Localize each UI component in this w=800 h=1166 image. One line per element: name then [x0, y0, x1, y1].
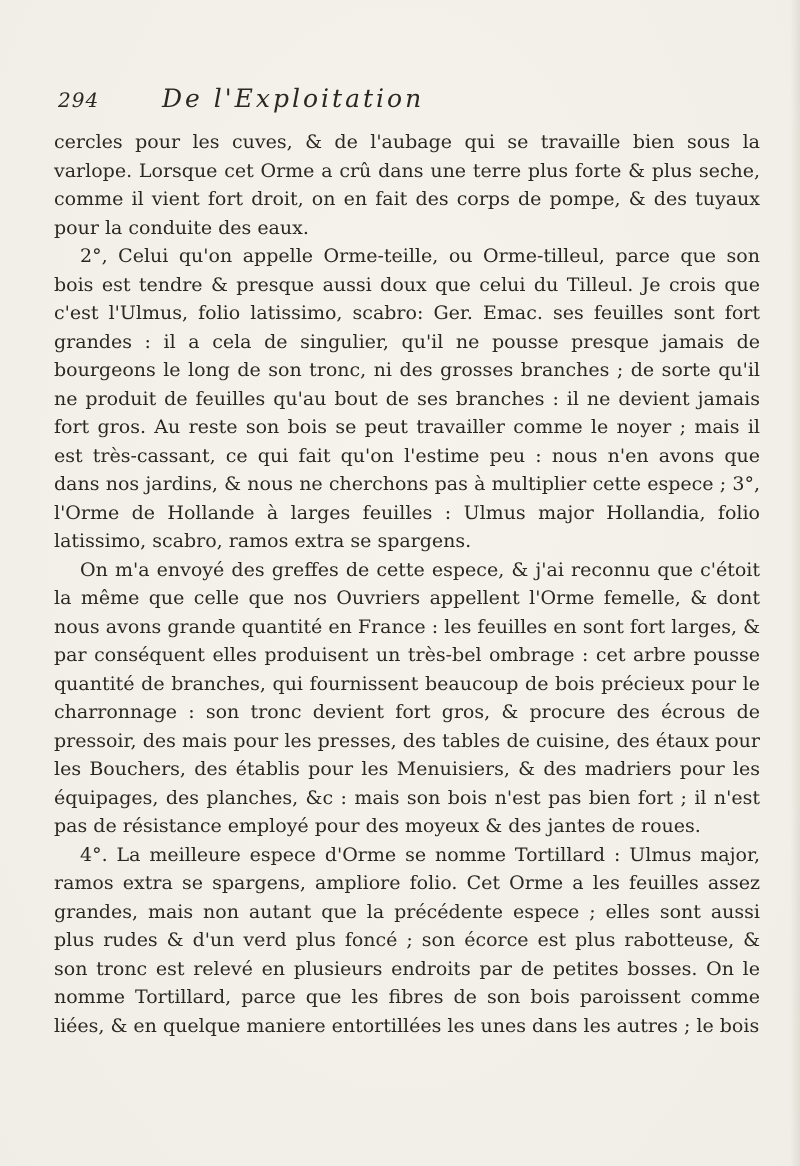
page-number: 294	[58, 88, 100, 112]
paragraph-orme-teille: 2°, Celui qu'on appelle Orme-teille, ou Orme-tilleul, parce que son bois est tendre & presque aussi doux que celui du Tilleul. Je crois que c'est l'Ulmus, folio latissimo, scabro: Ger. Emac. ses feuilles sont fort grandes : il a cela de singulier, qu'il ne pousse presque jamais de bourgeons le long de son tronc, ni des grosses branches ; de sorte qu'il ne produit de feuilles qu'au bout de ses branches : il ne devient jamais fort gros. Au reste son bois se peut travailler comme le noyer ; mais il est très-cassant, ce qui fait qu'on l'estime peu : nous n'en avons que dans nos jardins, & nous ne cherchons pas à multiplier cette espece ; 3°, l'Orme de Hollande à larges feuilles : Ulmus major Hollandia, folio latissimo, scabro, ramos extra se spargens.	[54, 245, 760, 552]
page-edge-shadow	[790, 0, 800, 1166]
paragraph-tortillard: 4°. La meilleure espece d'Orme se nomme Tortillard : Ulmus major, ramos extra se spargens, ampliore folio. Cet Orme a les feuilles assez grandes, mais non autant que la précédente espece ; elles sont aussi plus rudes & d'un verd plus foncé ; son écorce est plus rabotteuse, & son tronc est relevé en plusieurs endroits par de petites bosses. On le nomme Tortillard, parce que les fibres de son bois paroissent comme liées, & en quelque maniere entortillées les unes dans les autres ; le bois	[54, 843, 760, 1037]
running-head	[58, 84, 748, 118]
paragraph-continuation: cercles pour les cuves, & de l'aubage qui se travaille bien sous la varlope. Lorsque cet Orme a crû dans une terre plus forte & plus seche, comme il vient fort droit, on en fait des corps de pompe, & des tuyaux pour la conduite des eaux.	[54, 131, 760, 239]
running-title: De l'Exploitation	[162, 84, 425, 113]
paragraph-orme-femelle: On m'a envoyé des greffes de cette espece, & j'ai reconnu que c'étoit la même que celle que nos Ouvriers appellent l'Orme femelle, & dont nous avons grande quantité en France : les feuilles en sont fort larges, & par conséquent elles produisent un très-bel ombrage : cet arbre pousse quantité de branches, qui fournissent beaucoup de bois précieux pour le charronnage : son tronc devient fort gros, & procure des écrous de pressoir, des mais pour les presses, des tables de cuisine, des étaux pour les Bouchers, des établis pour les Menuisiers, & des madriers pour les équipages, des planches, &c : mais son bois n'est pas bien fort ; il n'est pas de résistance employé pour des moyeux & des jantes de roues.	[54, 558, 760, 837]
body-text	[54, 128, 760, 1040]
